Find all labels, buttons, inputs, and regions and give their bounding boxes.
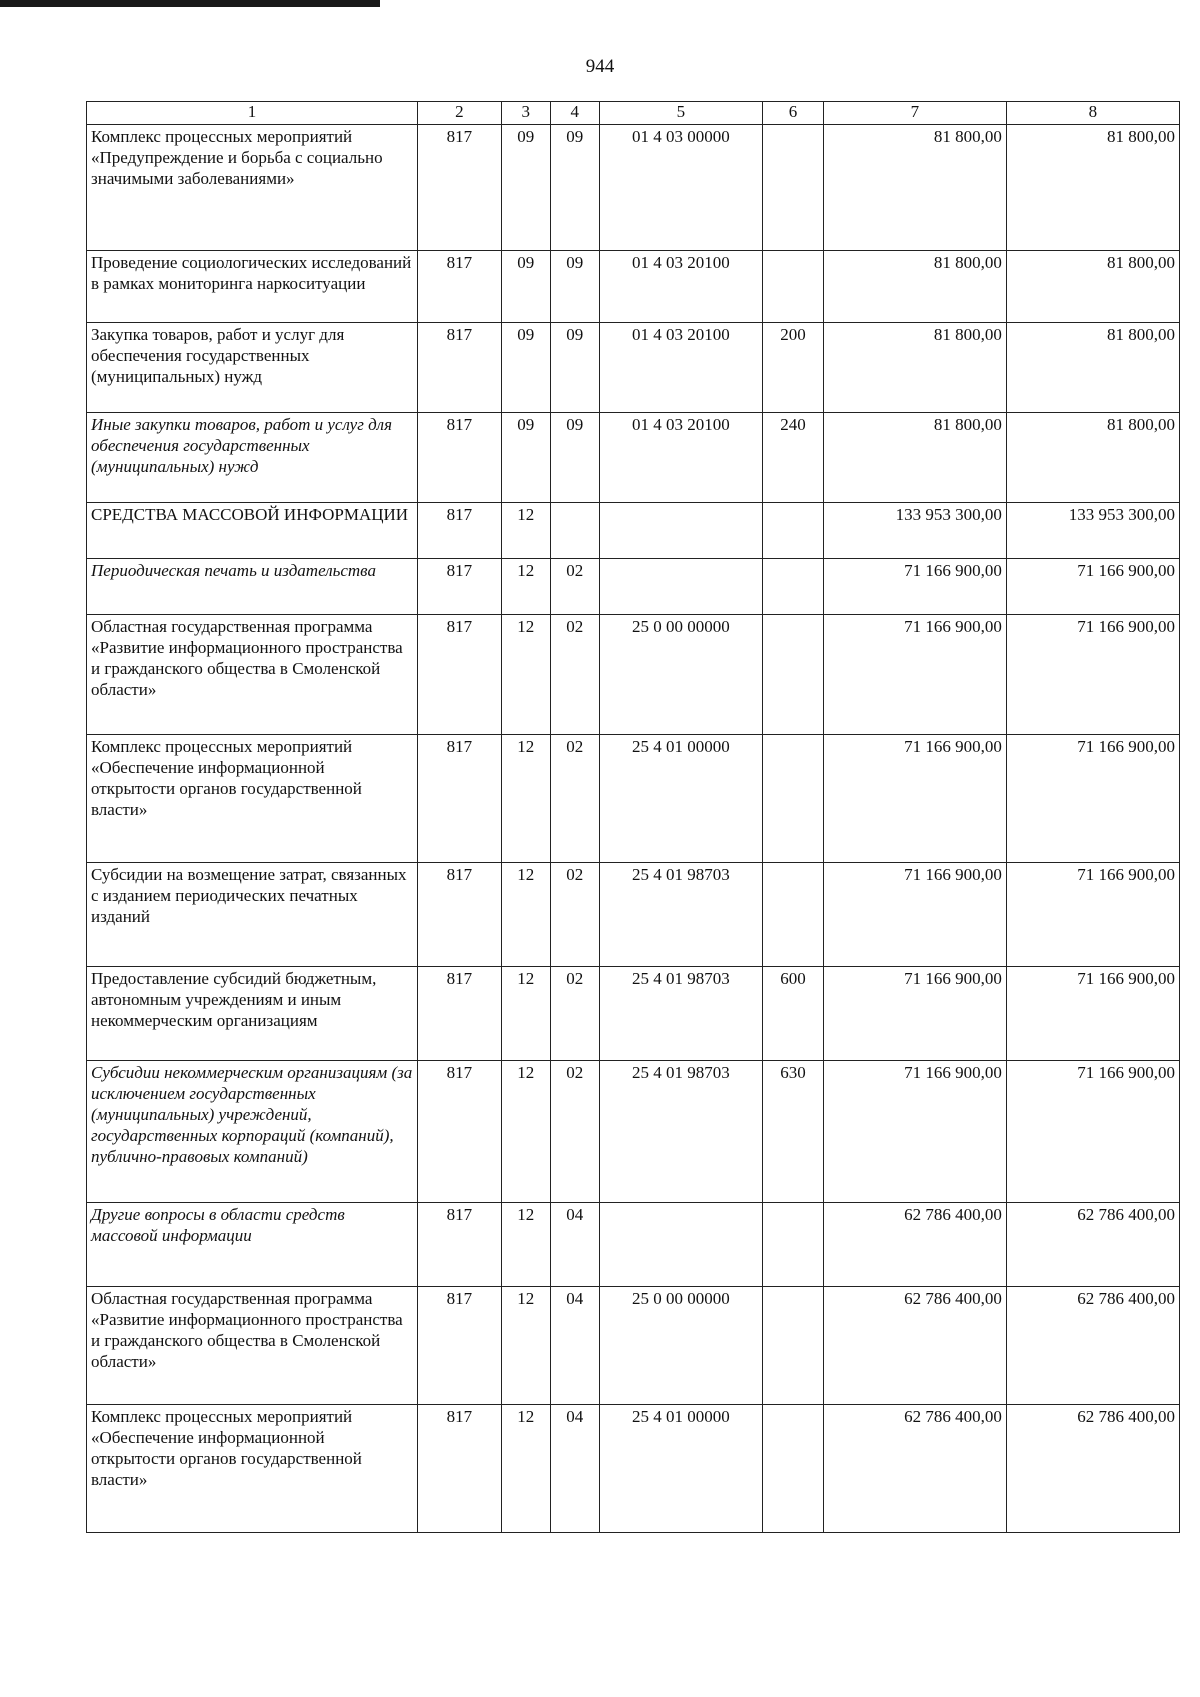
cell-admin-code: 817 [417, 323, 501, 413]
cell-expense-type [763, 615, 824, 735]
cell-amount-2: 62 786 400,00 [1006, 1203, 1179, 1287]
cell-amount-2: 71 166 900,00 [1006, 559, 1179, 615]
row-name: Субсидии на возмещение затрат, связанных с изданием периодических печатных изданий [87, 863, 418, 967]
header-cell: 6 [763, 102, 824, 125]
cell-admin-code: 817 [417, 967, 501, 1061]
cell-amount-1: 71 166 900,00 [823, 967, 1006, 1061]
cell-admin-code: 817 [417, 1405, 501, 1533]
cell-expense-type [763, 125, 824, 251]
cell-admin-code: 817 [417, 559, 501, 615]
row-name: Другие вопросы в области средств массовой информации [87, 1203, 418, 1287]
cell-amount-1: 81 800,00 [823, 251, 1006, 323]
cell-admin-code: 817 [417, 503, 501, 559]
cell-expense-type: 600 [763, 967, 824, 1061]
row-name: СРЕДСТВА МАССОВОЙ ИНФОРМАЦИИ [87, 503, 418, 559]
row-name: Закупка товаров, работ и услуг для обеспечения государственных (муниципальных) нужд [87, 323, 418, 413]
header-row [87, 102, 1180, 125]
cell-section: 12 [501, 503, 550, 559]
cell-section: 12 [501, 1405, 550, 1533]
cell-amount-1: 71 166 900,00 [823, 559, 1006, 615]
cell-target-article: 01 4 03 20100 [599, 413, 762, 503]
cell-target-article: 01 4 03 20100 [599, 251, 762, 323]
cell-target-article: 01 4 03 00000 [599, 125, 762, 251]
cell-subsection: 02 [550, 1061, 599, 1203]
table-row [87, 1061, 1180, 1203]
header-cell: 1 [87, 102, 418, 125]
cell-target-article: 25 4 01 00000 [599, 735, 762, 863]
cell-amount-2: 81 800,00 [1006, 323, 1179, 413]
cell-subsection: 09 [550, 125, 599, 251]
cell-expense-type [763, 559, 824, 615]
cell-section: 09 [501, 323, 550, 413]
cell-amount-1: 71 166 900,00 [823, 863, 1006, 967]
row-name: Предоставление субсидий бюджетным, автономным учреждениям и иным некоммерческим организациям [87, 967, 418, 1061]
cell-expense-type [763, 1405, 824, 1533]
cell-expense-type [763, 1287, 824, 1405]
cell-section: 12 [501, 615, 550, 735]
table-row [87, 615, 1180, 735]
row-name: Периодическая печать и издательства [87, 559, 418, 615]
cell-admin-code: 817 [417, 1287, 501, 1405]
cell-subsection: 02 [550, 735, 599, 863]
cell-amount-1: 81 800,00 [823, 413, 1006, 503]
cell-amount-2: 71 166 900,00 [1006, 863, 1179, 967]
cell-amount-2: 71 166 900,00 [1006, 615, 1179, 735]
cell-amount-2: 81 800,00 [1006, 125, 1179, 251]
cell-admin-code: 817 [417, 615, 501, 735]
table-row [87, 967, 1180, 1061]
cell-subsection: 04 [550, 1405, 599, 1533]
header-cell: 7 [823, 102, 1006, 125]
cell-target-article [599, 559, 762, 615]
cell-amount-1: 81 800,00 [823, 125, 1006, 251]
cell-expense-type [763, 503, 824, 559]
header-cell: 5 [599, 102, 762, 125]
cell-subsection: 02 [550, 863, 599, 967]
cell-target-article: 25 4 01 98703 [599, 967, 762, 1061]
cell-section: 12 [501, 1203, 550, 1287]
header-cell: 4 [550, 102, 599, 125]
cell-target-article: 25 4 01 00000 [599, 1405, 762, 1533]
row-name: Комплекс процессных мероприятий «Предупреждение и борьба с социально значимыми заболеваниями» [87, 125, 418, 251]
cell-subsection: 04 [550, 1287, 599, 1405]
table-row [87, 559, 1180, 615]
cell-amount-2: 71 166 900,00 [1006, 735, 1179, 863]
cell-subsection: 02 [550, 615, 599, 735]
table-row [87, 323, 1180, 413]
table-row [87, 1203, 1180, 1287]
table-row [87, 503, 1180, 559]
cell-subsection: 09 [550, 323, 599, 413]
cell-section: 09 [501, 251, 550, 323]
cell-target-article: 25 0 00 00000 [599, 1287, 762, 1405]
row-name: Областная государственная программа «Развитие информационного пространства и гражданского общества в Смоленской области» [87, 615, 418, 735]
row-name: Проведение социологических исследований в рамках мониторинга наркоситуации [87, 251, 418, 323]
budget-table [86, 101, 1180, 1533]
row-name: Субсидии некоммерческим организациям (за исключением государственных (муниципальных) учреждений, государственных корпораций (компаний), публично-правовых компаний) [87, 1061, 418, 1203]
cell-section: 09 [501, 413, 550, 503]
cell-target-article: 01 4 03 20100 [599, 323, 762, 413]
cell-amount-2: 71 166 900,00 [1006, 1061, 1179, 1203]
table-row [87, 125, 1180, 251]
cell-subsection: 04 [550, 1203, 599, 1287]
cell-section: 12 [501, 967, 550, 1061]
table-row [87, 863, 1180, 967]
cell-admin-code: 817 [417, 125, 501, 251]
table-row [87, 735, 1180, 863]
page-number: 944 [585, 56, 615, 77]
row-name: Областная государственная программа «Развитие информационного пространства и гражданского общества в Смоленской области» [87, 1287, 418, 1405]
cell-subsection: 09 [550, 251, 599, 323]
cell-amount-1: 133 953 300,00 [823, 503, 1006, 559]
row-name: Комплекс процессных мероприятий «Обеспечение информационной открытости органов государственной власти» [87, 1405, 418, 1533]
header-cell: 2 [417, 102, 501, 125]
cell-admin-code: 817 [417, 413, 501, 503]
cell-target-article [599, 503, 762, 559]
header-cell: 3 [501, 102, 550, 125]
table-row [87, 1287, 1180, 1405]
cell-amount-2: 71 166 900,00 [1006, 967, 1179, 1061]
cell-amount-1: 71 166 900,00 [823, 615, 1006, 735]
cell-admin-code: 817 [417, 1061, 501, 1203]
cell-amount-1: 62 786 400,00 [823, 1405, 1006, 1533]
table-body [87, 125, 1180, 1533]
cell-subsection: 09 [550, 413, 599, 503]
cell-amount-1: 62 786 400,00 [823, 1203, 1006, 1287]
cell-section: 12 [501, 735, 550, 863]
cell-subsection: 02 [550, 559, 599, 615]
cell-amount-1: 71 166 900,00 [823, 1061, 1006, 1203]
cell-section: 09 [501, 125, 550, 251]
table-row [87, 251, 1180, 323]
header-cell: 8 [1006, 102, 1179, 125]
cell-expense-type: 630 [763, 1061, 824, 1203]
cell-section: 12 [501, 863, 550, 967]
cell-amount-2: 62 786 400,00 [1006, 1405, 1179, 1533]
cell-subsection [550, 503, 599, 559]
cell-subsection: 02 [550, 967, 599, 1061]
scan-edge-mark [0, 0, 380, 7]
cell-expense-type [763, 1203, 824, 1287]
cell-amount-2: 81 800,00 [1006, 413, 1179, 503]
cell-admin-code: 817 [417, 863, 501, 967]
cell-section: 12 [501, 1061, 550, 1203]
cell-admin-code: 817 [417, 735, 501, 863]
cell-amount-2: 62 786 400,00 [1006, 1287, 1179, 1405]
cell-target-article: 25 4 01 98703 [599, 1061, 762, 1203]
cell-amount-1: 81 800,00 [823, 323, 1006, 413]
cell-expense-type [763, 863, 824, 967]
cell-admin-code: 817 [417, 1203, 501, 1287]
cell-expense-type: 200 [763, 323, 824, 413]
cell-amount-1: 71 166 900,00 [823, 735, 1006, 863]
cell-expense-type [763, 251, 824, 323]
table-row [87, 1405, 1180, 1533]
cell-target-article [599, 1203, 762, 1287]
cell-amount-2: 81 800,00 [1006, 251, 1179, 323]
cell-expense-type: 240 [763, 413, 824, 503]
cell-target-article: 25 0 00 00000 [599, 615, 762, 735]
row-name: Иные закупки товаров, работ и услуг для обеспечения государственных (муниципальных) нужд [87, 413, 418, 503]
cell-target-article: 25 4 01 98703 [599, 863, 762, 967]
cell-expense-type [763, 735, 824, 863]
cell-section: 12 [501, 559, 550, 615]
table-row [87, 413, 1180, 503]
row-name: Комплекс процессных мероприятий «Обеспечение информационной открытости органов государственной власти» [87, 735, 418, 863]
cell-section: 12 [501, 1287, 550, 1405]
cell-admin-code: 817 [417, 251, 501, 323]
cell-amount-1: 62 786 400,00 [823, 1287, 1006, 1405]
cell-amount-2: 133 953 300,00 [1006, 503, 1179, 559]
